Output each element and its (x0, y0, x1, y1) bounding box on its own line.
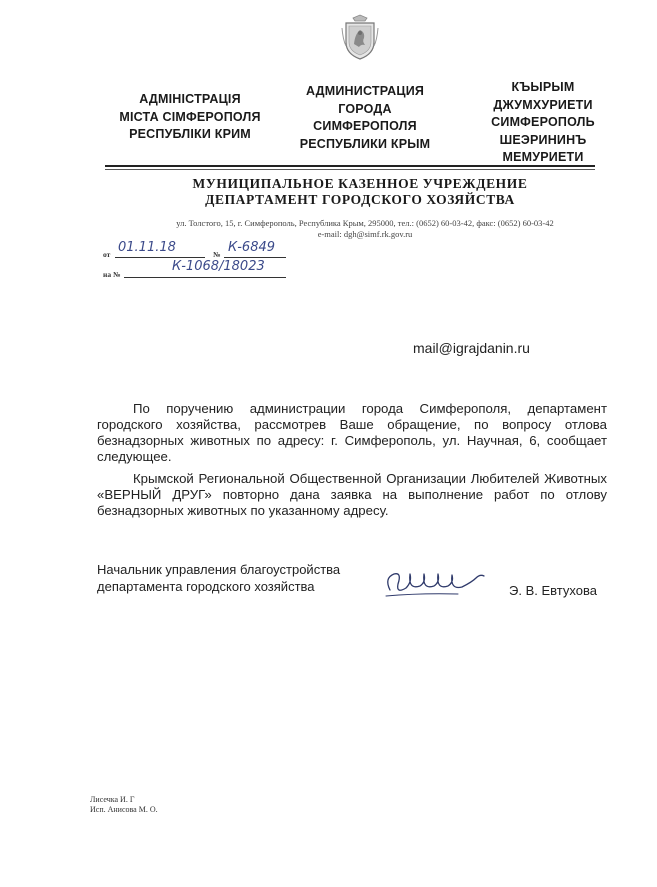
header-line: МЕМУРИЕТИ (502, 150, 584, 164)
signatory-title-line2: департамента городского хозяйства (97, 578, 315, 594)
header-divider-thin (105, 169, 595, 170)
handwritten-signature (380, 560, 490, 602)
header-divider (105, 165, 595, 167)
registration-number: К-6849 (228, 240, 276, 255)
header-line: РЕСПУБЛІКИ КРИМ (129, 127, 251, 141)
signatory-title (97, 562, 387, 595)
organization-contacts (140, 218, 590, 240)
body-paragraph: Крымской Региональной Общественной Организации Любителей Животных «ВЕРНЫЙ ДРУГ» повторно дана заявка на выполнение работ по отлову безнадзорных животных по указанному адресу. (97, 471, 607, 518)
signatory-title-line1: Начальник управления благоустройства (97, 562, 341, 577)
header-line: МІСТА СІМФЕРОПОЛЯ (119, 109, 261, 124)
footer-line: Лисечка И. Г (90, 795, 135, 804)
executor-info (90, 795, 158, 815)
date-label: от (103, 250, 111, 259)
reference-label: на № (103, 270, 121, 279)
header-line: ГОРОДА (338, 101, 392, 116)
organization-address: ул. Толстого, 15, г. Симферополь, Республика Крым, 295000, тел.: (0652) 60-03-42, факс: (0652) 60-03-42 (176, 218, 554, 228)
footer-line: Исп. Анисова М. О. (90, 805, 158, 814)
letter-body (97, 401, 607, 525)
header-line: ДЖУМХУРИЕТИ (493, 97, 593, 112)
header-line: СИМФЕРОПОЛЬ (491, 115, 595, 129)
organization-email: e-mail: dgh@simf.rk.gov.ru (317, 229, 413, 239)
crimea-coat-of-arms-icon (341, 14, 379, 60)
admin-header-crimean-tatar (468, 79, 618, 167)
admin-header-russian (275, 83, 455, 153)
header-line: СИМФЕРОПОЛЯ (313, 119, 417, 133)
organization-name (140, 176, 580, 208)
admin-header-ukrainian (95, 91, 285, 144)
header-line: ШЕЭРИНИНЪ (499, 132, 587, 147)
organization-name-line1: МУНИЦИПАЛЬНОЕ КАЗЕННОЕ УЧРЕЖДЕНИЕ (192, 176, 528, 191)
header-line: КЪЫРЫМ (511, 80, 575, 94)
reference-number: К-1068/18023 (172, 259, 265, 274)
body-paragraph: По поручению администрации города Симферополя, департамент городского хозяйства, рассмотрев Ваше обращение, по вопросу отлова безнадзорных животных по адресу: г. Симферополь, ул. Научная, 6, сообщает следующее. (97, 401, 607, 464)
organization-name-line2: ДЕПАРТАМЕНТ ГОРОДСКОГО ХОЗЯЙСТВА (205, 192, 515, 207)
number-underline (224, 257, 286, 258)
header-line: АДМІНІСТРАЦІЯ (139, 92, 241, 106)
signatory-name: Э. В. Евтухова (509, 583, 597, 598)
header-line: АДМИНИСТРАЦИЯ (305, 84, 425, 98)
number-label: № (213, 250, 221, 259)
date-underline (115, 257, 205, 258)
reference-underline (124, 277, 286, 278)
header-line: РЕСПУБЛИКИ КРЫМ (299, 136, 431, 151)
registration-date: 01.11.18 (118, 240, 176, 255)
recipient-email: mail@igrajdanin.ru (413, 340, 530, 356)
